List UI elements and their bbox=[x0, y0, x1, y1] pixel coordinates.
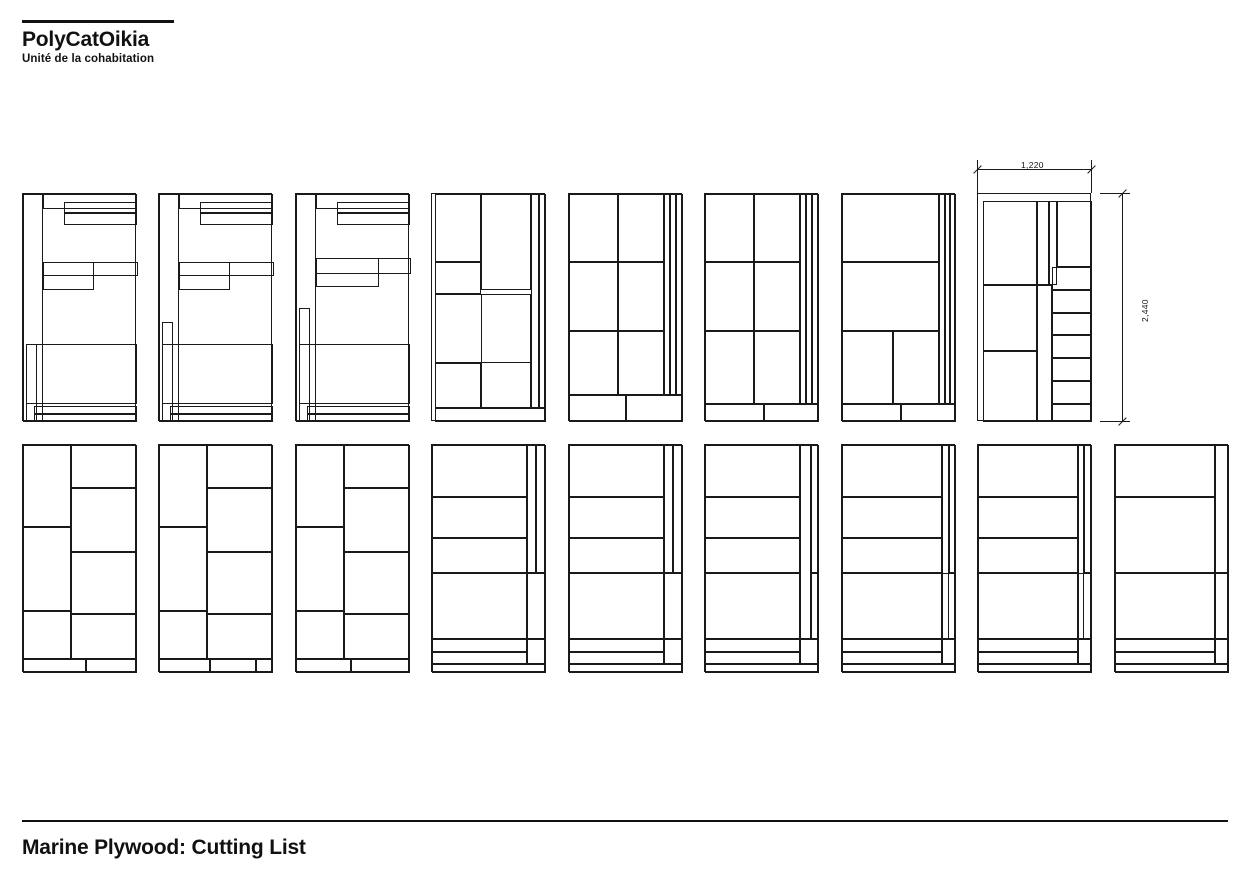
cut-part bbox=[344, 552, 410, 614]
cut-part bbox=[536, 445, 546, 573]
cut-part bbox=[527, 445, 536, 573]
cut-part bbox=[34, 414, 137, 422]
cut-part bbox=[842, 652, 942, 663]
cut-part bbox=[673, 445, 683, 573]
cut-part bbox=[842, 497, 942, 538]
cut-part bbox=[1052, 404, 1092, 422]
cut-part bbox=[1084, 445, 1092, 573]
cut-part bbox=[1215, 639, 1229, 664]
plywood-sheet bbox=[431, 444, 545, 672]
cut-part bbox=[569, 497, 664, 538]
cut-part bbox=[1115, 639, 1215, 653]
cut-part bbox=[159, 445, 207, 527]
plywood-sheet bbox=[158, 193, 272, 421]
footer-rule bbox=[22, 820, 1228, 822]
plywood-sheet bbox=[568, 193, 682, 421]
cut-part bbox=[842, 445, 942, 497]
cut-part bbox=[64, 213, 137, 224]
cut-part bbox=[811, 573, 819, 639]
cut-part bbox=[618, 331, 664, 395]
cut-part bbox=[705, 331, 754, 404]
cut-part bbox=[86, 659, 137, 673]
cut-part bbox=[179, 262, 274, 276]
cut-part bbox=[569, 194, 618, 262]
page-title: Marine Plywood: Cutting List bbox=[22, 836, 306, 859]
cut-part bbox=[432, 652, 527, 663]
plywood-sheet bbox=[295, 444, 409, 672]
cut-part bbox=[23, 659, 86, 673]
cut-part bbox=[569, 639, 664, 653]
cut-part bbox=[842, 194, 939, 262]
cut-part bbox=[432, 639, 527, 653]
cut-part bbox=[432, 538, 527, 572]
plywood-sheet bbox=[568, 444, 682, 672]
cut-part bbox=[705, 497, 800, 538]
cut-part bbox=[296, 445, 344, 527]
plywood-sheet bbox=[841, 193, 955, 421]
cut-part bbox=[842, 639, 942, 653]
cut-part bbox=[344, 488, 410, 552]
cut-part bbox=[705, 652, 800, 663]
cut-part bbox=[1115, 573, 1215, 639]
cut-part bbox=[299, 344, 410, 403]
cut-part bbox=[351, 659, 410, 673]
cut-part bbox=[344, 614, 410, 660]
plywood-sheet bbox=[977, 444, 1091, 672]
cut-part bbox=[207, 552, 273, 614]
cut-part bbox=[618, 262, 664, 330]
cut-part bbox=[1037, 201, 1048, 285]
cut-part bbox=[1115, 664, 1229, 673]
cut-part bbox=[901, 404, 956, 422]
cut-part bbox=[1078, 573, 1092, 639]
cut-part bbox=[527, 573, 546, 639]
cut-part bbox=[569, 664, 683, 673]
cut-part bbox=[569, 445, 664, 497]
cut-part bbox=[569, 573, 664, 639]
dim-width-ext-right bbox=[1091, 160, 1092, 193]
cut-part bbox=[1052, 290, 1092, 313]
cut-part bbox=[978, 664, 1092, 673]
cut-part bbox=[842, 262, 939, 330]
cut-part bbox=[1052, 381, 1092, 404]
plywood-sheet bbox=[704, 193, 818, 421]
cut-part bbox=[1115, 445, 1215, 497]
cut-part bbox=[978, 445, 1078, 497]
cut-part bbox=[705, 262, 754, 330]
dim-width-ext-left bbox=[977, 160, 978, 193]
cut-part bbox=[207, 488, 273, 552]
cut-part bbox=[569, 262, 618, 330]
cut-part bbox=[842, 331, 893, 404]
cut-part bbox=[1052, 313, 1092, 336]
plywood-sheet bbox=[704, 444, 818, 672]
cut-part bbox=[1052, 267, 1092, 290]
cut-part bbox=[983, 201, 1038, 285]
cut-part bbox=[1052, 335, 1092, 358]
cut-part bbox=[754, 262, 800, 330]
cut-part bbox=[307, 414, 410, 422]
cut-part bbox=[159, 611, 207, 659]
plywood-sheet bbox=[841, 444, 955, 672]
cut-part bbox=[26, 344, 137, 403]
cut-part bbox=[316, 258, 411, 274]
cut-part bbox=[1078, 639, 1092, 664]
cut-part bbox=[569, 538, 664, 572]
cut-part bbox=[978, 538, 1078, 572]
cut-part bbox=[983, 285, 1038, 351]
cut-part bbox=[664, 445, 673, 573]
cut-part bbox=[842, 538, 942, 572]
cut-part bbox=[71, 488, 137, 552]
cut-part bbox=[949, 445, 956, 573]
cut-part bbox=[800, 639, 819, 664]
brand-name: PolyCatOikia bbox=[22, 28, 150, 51]
cut-part bbox=[1215, 573, 1229, 639]
plywood-sheet bbox=[295, 193, 409, 421]
cut-part bbox=[307, 406, 410, 414]
dim-width-label: 1,220 bbox=[1021, 160, 1044, 170]
brand-tagline: Unité de la cohabitation bbox=[22, 53, 155, 66]
cut-part bbox=[159, 527, 207, 611]
cut-part bbox=[754, 331, 800, 404]
plywood-sheet bbox=[431, 193, 545, 421]
plywood-sheet bbox=[1114, 444, 1228, 672]
cut-part bbox=[435, 194, 481, 262]
cut-part bbox=[950, 194, 956, 404]
dim-height-line bbox=[1122, 193, 1123, 421]
cut-part bbox=[978, 639, 1078, 653]
cut-part bbox=[527, 639, 546, 664]
cut-part bbox=[23, 611, 71, 659]
cut-part bbox=[23, 527, 71, 611]
cut-part bbox=[435, 408, 546, 422]
cut-part bbox=[569, 652, 664, 663]
plywood-sheet bbox=[977, 193, 1091, 421]
cut-part bbox=[481, 294, 531, 408]
cut-part bbox=[1037, 285, 1052, 422]
cut-part bbox=[159, 659, 210, 673]
plywood-sheet bbox=[158, 444, 272, 672]
cut-part bbox=[34, 406, 137, 414]
cut-part bbox=[71, 445, 137, 488]
cut-part bbox=[800, 445, 811, 639]
cut-part bbox=[764, 404, 819, 422]
cut-part bbox=[1115, 497, 1215, 572]
cut-part bbox=[170, 414, 273, 422]
cut-part bbox=[664, 639, 683, 664]
plywood-sheet bbox=[22, 444, 136, 672]
cut-part bbox=[207, 445, 273, 488]
dim-height-ext-bottom bbox=[1100, 421, 1130, 422]
cut-part bbox=[664, 573, 683, 639]
cut-part bbox=[705, 573, 800, 639]
cut-part bbox=[569, 395, 626, 422]
cut-part bbox=[43, 262, 138, 276]
cut-part bbox=[296, 527, 344, 611]
cut-part bbox=[432, 497, 527, 538]
dim-height-label: 2,440 bbox=[1140, 299, 1150, 322]
cut-part bbox=[705, 194, 754, 262]
cut-part bbox=[626, 395, 683, 422]
cut-part bbox=[432, 664, 546, 673]
cut-part bbox=[1057, 201, 1092, 267]
cut-part bbox=[1215, 445, 1229, 573]
cut-part bbox=[296, 611, 344, 659]
cut-part bbox=[569, 331, 618, 395]
cut-part bbox=[705, 538, 800, 572]
cut-part bbox=[618, 194, 664, 262]
plywood-sheet bbox=[22, 193, 136, 421]
cut-part bbox=[337, 202, 410, 213]
cut-part bbox=[435, 363, 481, 409]
dim-height-ext-top bbox=[1100, 193, 1130, 194]
cut-part bbox=[811, 445, 819, 573]
cut-part bbox=[705, 404, 764, 422]
cut-part bbox=[942, 639, 956, 664]
footer bbox=[22, 820, 1228, 860]
cut-part bbox=[344, 445, 410, 488]
cut-part bbox=[978, 652, 1078, 663]
cut-part bbox=[481, 194, 531, 290]
cut-part bbox=[432, 573, 527, 639]
cut-part bbox=[539, 194, 546, 408]
cut-part bbox=[296, 659, 351, 673]
cut-part bbox=[432, 445, 527, 497]
cut-part bbox=[978, 573, 1078, 639]
cut-part bbox=[978, 497, 1078, 538]
cut-part bbox=[337, 213, 410, 224]
cut-part bbox=[705, 639, 800, 653]
cut-part bbox=[942, 573, 956, 639]
cut-part bbox=[842, 573, 942, 639]
cut-part bbox=[200, 202, 273, 213]
cut-part bbox=[23, 445, 71, 527]
cut-part bbox=[531, 194, 538, 408]
cut-part bbox=[162, 344, 273, 403]
cut-part bbox=[299, 308, 310, 422]
cut-part bbox=[71, 552, 137, 614]
cut-part bbox=[983, 351, 1038, 422]
cut-part bbox=[1115, 652, 1215, 663]
cut-part bbox=[842, 664, 956, 673]
cut-part bbox=[200, 213, 273, 224]
cut-part bbox=[71, 614, 137, 660]
cut-part bbox=[842, 404, 901, 422]
cut-part bbox=[676, 194, 683, 395]
cut-part bbox=[812, 194, 819, 404]
cut-part bbox=[207, 614, 273, 660]
cut-part bbox=[705, 664, 819, 673]
cut-part bbox=[256, 659, 273, 673]
cut-part bbox=[210, 659, 256, 673]
cut-part bbox=[893, 331, 939, 404]
cut-part bbox=[435, 262, 481, 294]
cut-part bbox=[754, 194, 800, 262]
cut-part bbox=[705, 445, 800, 497]
cut-part bbox=[170, 406, 273, 414]
cut-part bbox=[64, 202, 137, 213]
cut-part bbox=[1052, 358, 1092, 381]
